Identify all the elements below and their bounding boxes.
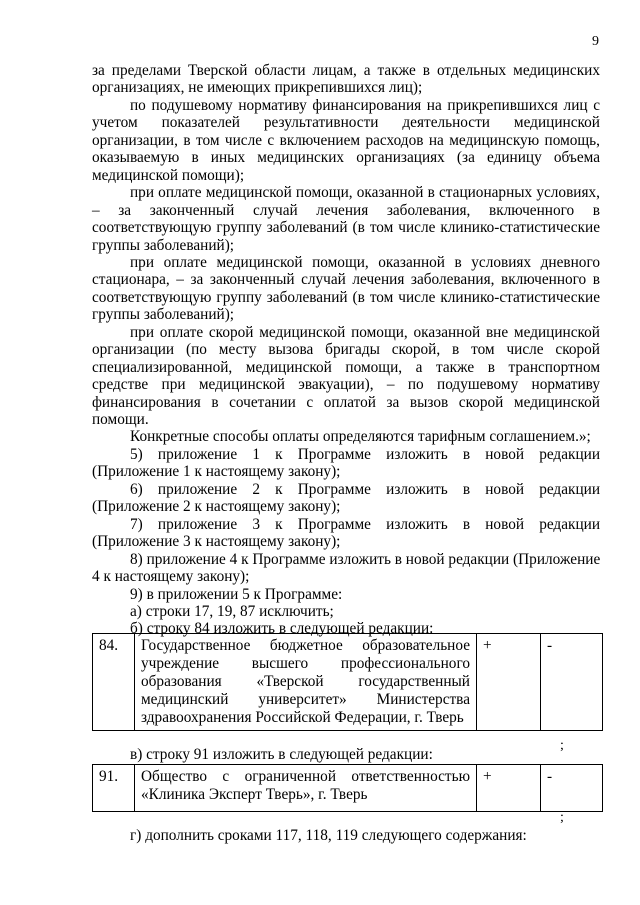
paragraph-line: 5) приложение 1 к Программе изложить в новой редакции <box>130 445 600 463</box>
table-row-84 <box>92 633 603 731</box>
paragraph-line: г) дополнить сроками 117, 118, 119 следующего содержания: <box>130 827 527 844</box>
organization-name-line: медицинский университет» Министерства <box>141 691 470 708</box>
paragraph-line: Конкретные способы оплаты определяются тарифным соглашением.»; <box>130 428 591 446</box>
paragraph-line: 6) приложение 2 к Программе изложить в новой редакции <box>130 480 600 498</box>
participation-mark: + <box>477 765 541 812</box>
paragraph-line: группы заболеваний); <box>92 236 235 254</box>
organization-name-line: здравоохранения Российской Федерации, г. Тверь <box>141 709 464 726</box>
paragraph-line: соответствующую группу заболеваний (в том числе клинико-статистические <box>92 288 600 306</box>
paragraph-line: учетом показателей результативности деятельности медицинской <box>92 114 600 132</box>
row-number: 91. <box>93 765 135 812</box>
paragraph-line: организациях, не имеющих прикрепившихся лиц); <box>92 79 423 97</box>
organization-name-line: Общество с ограниченной ответственностью <box>141 768 470 785</box>
paragraph-line: группы заболеваний); <box>92 306 235 324</box>
organization-name-line: образования «Тверской государственный <box>141 673 470 690</box>
semicolon: ; <box>560 738 564 753</box>
paragraph-line: при оплате скорой медицинской помощи, оказанной вне медицинской <box>130 323 600 341</box>
paragraph-line: помощи. <box>92 411 149 428</box>
paragraph-line: финансирования в сочетании с оплатой за вызов скорой медицинской <box>92 393 600 411</box>
organization-name <box>135 765 477 812</box>
paragraph-line: по подушевому нормативу финансирования на прикрепившихся лиц с <box>130 96 600 114</box>
row-number: 84. <box>93 634 135 731</box>
other-mark: - <box>541 765 603 812</box>
paragraph-line: соответствующую группу заболеваний (в том числе клинико-статистические <box>92 219 600 237</box>
table-row-91 <box>92 764 603 812</box>
paragraph-line: специализированной, медицинской помощи, а также в транспортном <box>92 358 600 376</box>
paragraph-line: стационара, – за законченный случай лечения заболевания, включенного в <box>92 271 600 289</box>
paragraph-line: 4 к настоящему закону); <box>92 568 250 586</box>
paragraph-line: б) строку 84 изложить в следующей редакции: <box>130 620 434 638</box>
table-row <box>93 765 603 812</box>
paragraph-line: 7) приложение 3 к Программе изложить в новой редакции <box>130 515 600 533</box>
paragraph-line: при оплате медицинской помощи, оказанной в условиях дневного <box>130 253 600 271</box>
table-row <box>93 634 603 731</box>
paragraph-line: (Приложение 3 к настоящему закону); <box>92 533 341 551</box>
organization-name-line: Государственное бюджетное образовательное <box>141 637 470 654</box>
organization-name-line: учреждение высшего профессионального <box>141 655 470 672</box>
page-number: 9 <box>592 34 599 49</box>
paragraph-line: 8) приложение 4 к Программе изложить в новой редакции (Приложение <box>130 550 601 568</box>
paragraph-line: а) строки 17, 19, 87 исключить; <box>130 602 334 620</box>
paragraph-line: медицинской помощи); <box>92 166 245 184</box>
paragraph-line: оказываемую в иных медицинских организациях (за единицу объема <box>92 149 600 167</box>
paragraph-line: 9) в приложении 5 к Программе: <box>130 585 343 603</box>
participation-mark: + <box>477 634 541 731</box>
paragraph-line: в) строку 91 изложить в следующей редакции: <box>130 746 433 763</box>
organization-name-line: «Клиника Эксперт Тверь», г. Тверь <box>141 786 368 803</box>
semicolon: ; <box>560 810 564 825</box>
paragraph-line: за пределами Тверской области лицам, а также в отдельных медицинских <box>92 62 600 79</box>
paragraph-line: организации (по месту вызова бригады скорой, в том числе скорой <box>92 341 600 359</box>
organization-name <box>135 634 477 731</box>
paragraph-line: – за законченный случай лечения заболевания, включенного в <box>92 201 600 219</box>
paragraph-line: (Приложение 1 к настоящему закону); <box>92 463 341 481</box>
other-mark: - <box>541 634 603 731</box>
paragraph-line: средстве при медицинской эвакуации), – по подушевому нормативу <box>92 376 600 394</box>
paragraph-line: организации, в том числе с включением расходов на медицинскую помощь, <box>92 131 600 149</box>
paragraph-line: при оплате медицинской помощи, оказанной в стационарных условиях, <box>130 184 600 202</box>
paragraph-line: (Приложение 2 к настоящему закону); <box>92 498 341 516</box>
